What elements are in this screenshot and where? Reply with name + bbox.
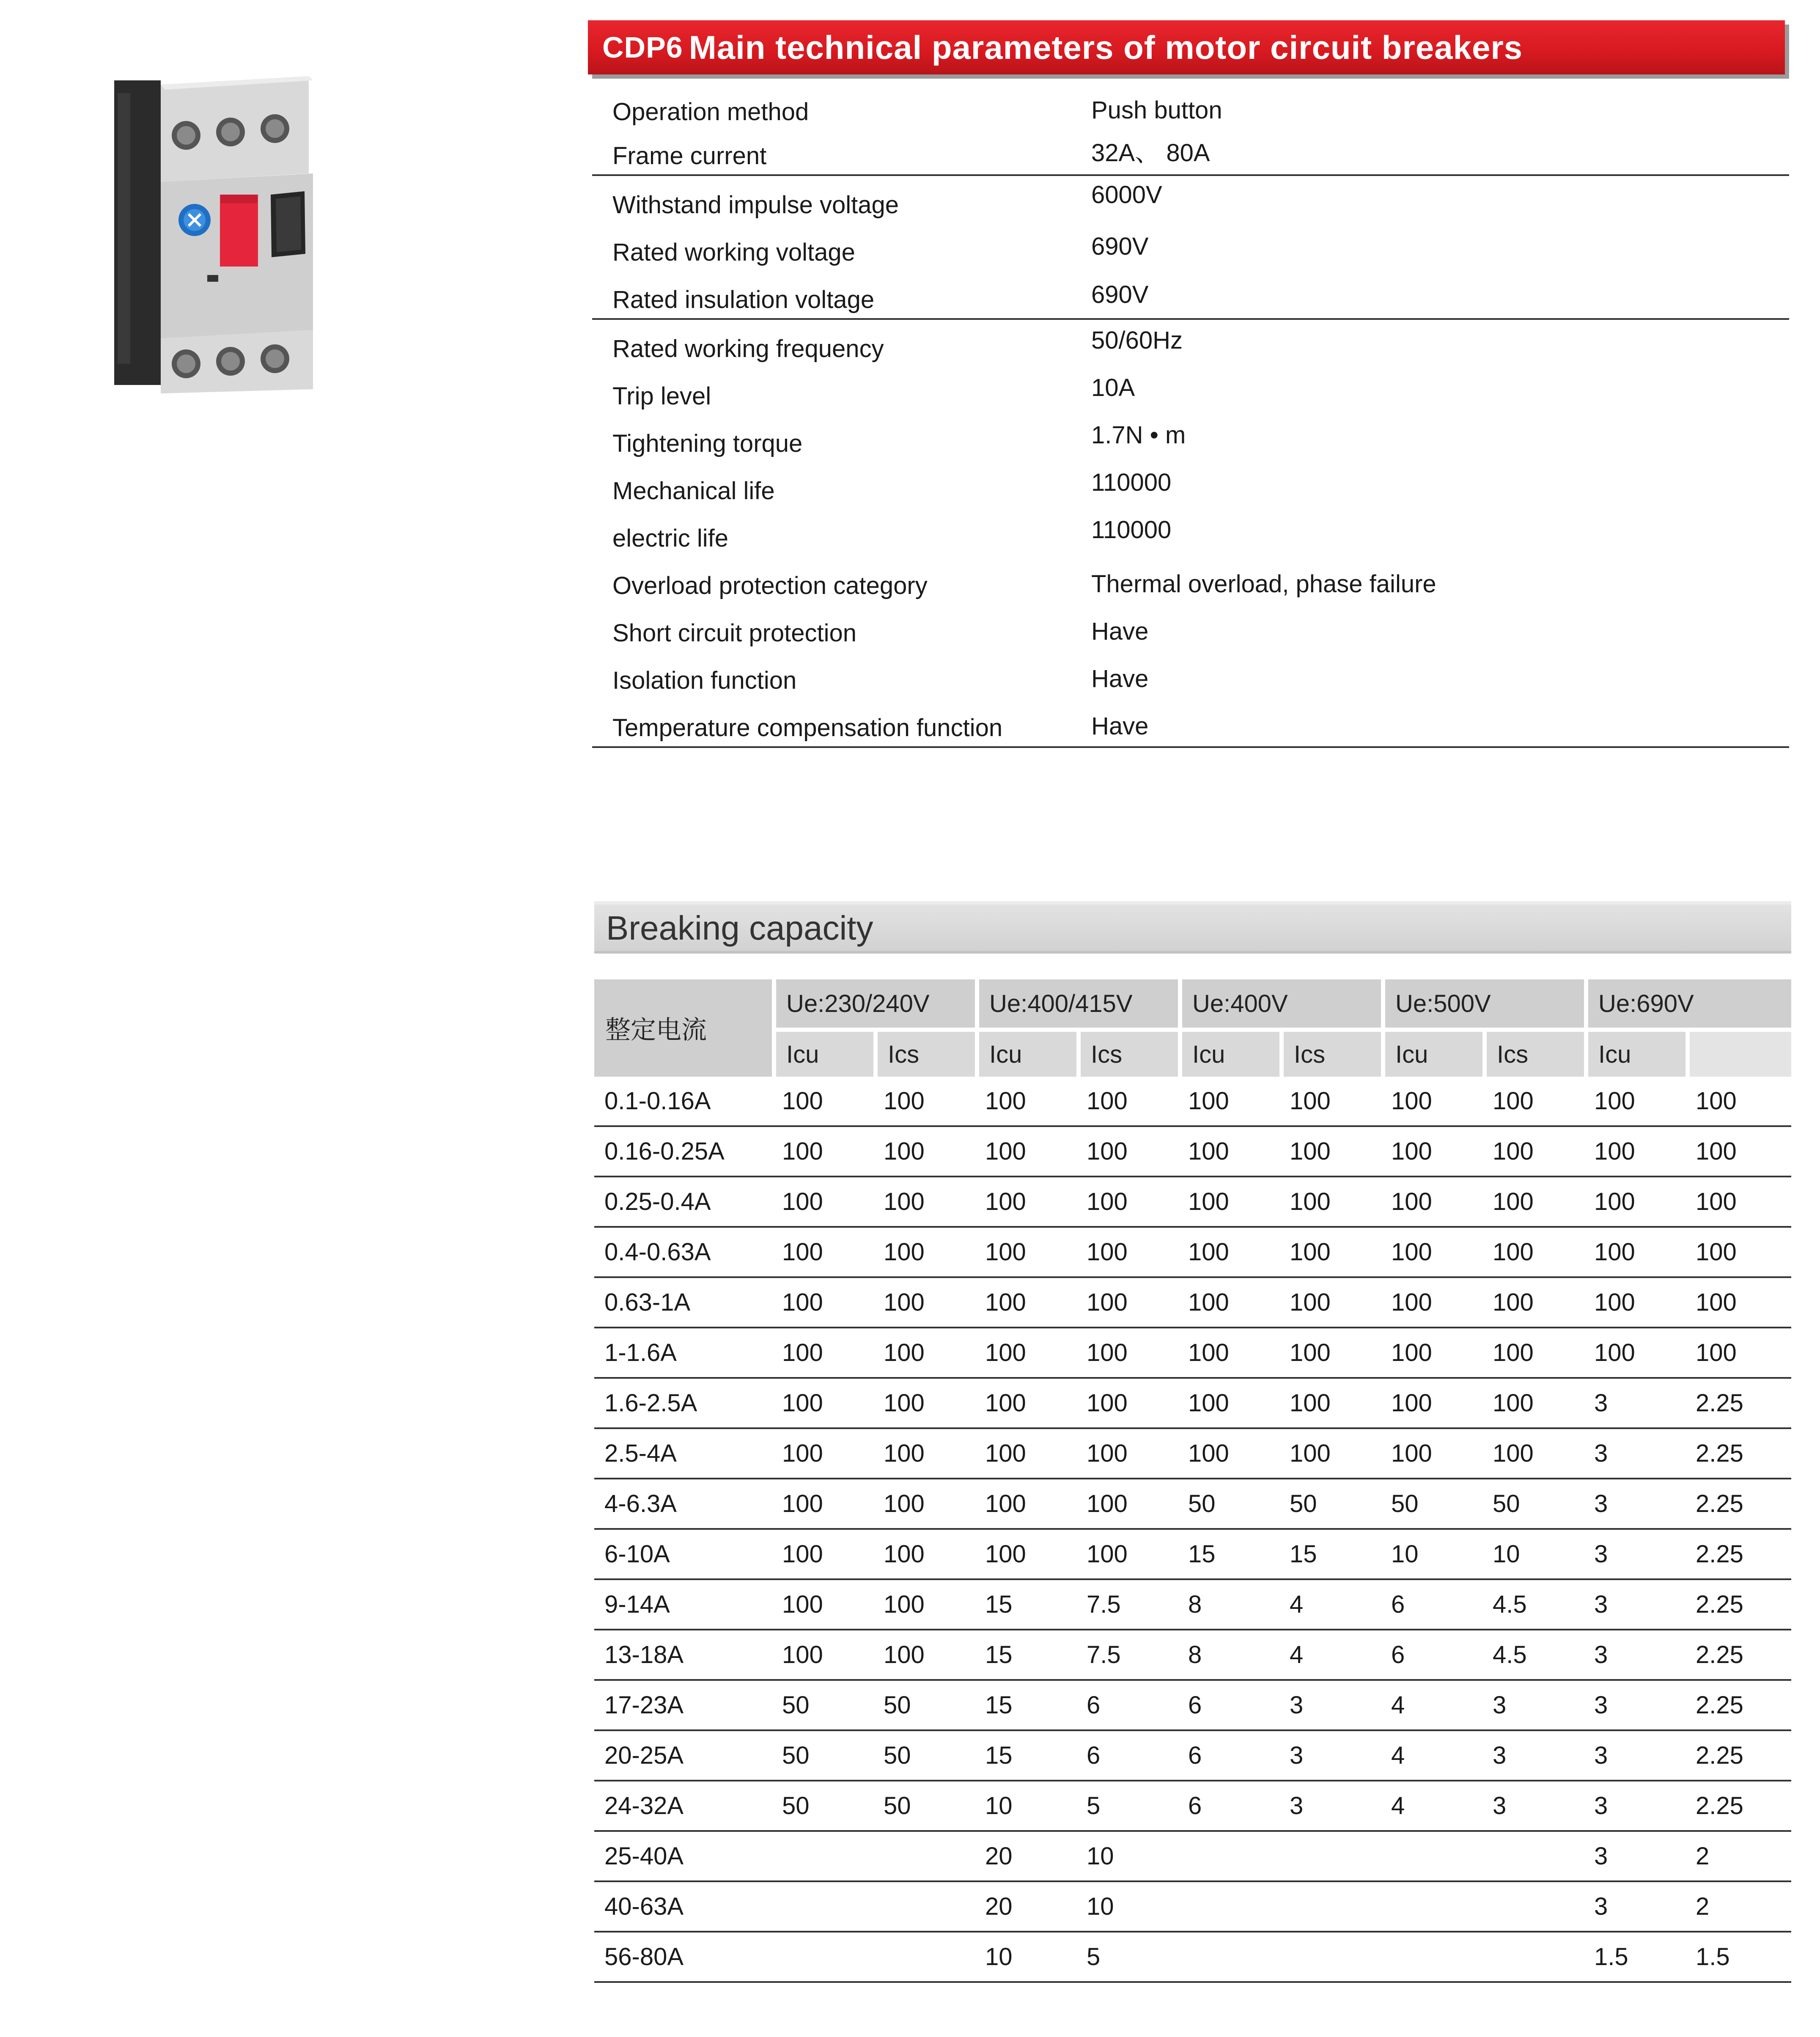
capacity-value-cell: 3 [1584,1781,1685,1832]
capacity-value-cell [1381,1832,1482,1882]
capacity-value-cell [1381,1882,1482,1933]
capacity-value-cell: 6 [1076,1681,1178,1731]
capacity-value-cell: 10 [1076,1882,1178,1933]
capacity-value-cell: 100 [1685,1077,1791,1127]
breaking-capacity-body [594,1077,1791,1983]
capacity-value-cell: 100 [873,1328,975,1379]
table-row [594,1731,1791,1781]
capacity-value-cell: 8 [1178,1630,1279,1681]
capacity-value-cell: 100 [873,1278,975,1328]
capacity-value-cell: 100 [1482,1177,1584,1228]
capacity-value-cell: 100 [1381,1177,1482,1228]
capacity-value-cell: 4 [1381,1681,1482,1731]
param-row [592,557,1789,604]
capacity-value-cell: 100 [1685,1228,1791,1278]
param-row [592,176,1789,223]
capacity-value-cell: 4.5 [1482,1580,1584,1630]
capacity-value-cell: 100 [873,1379,975,1429]
capacity-value-cell: 100 [1076,1278,1178,1328]
table-row [594,1882,1791,1933]
table-row [594,1530,1791,1580]
capacity-value-cell: 100 [975,1328,1076,1379]
voltage-header-row [594,979,1791,1028]
capacity-value-cell [1279,1882,1381,1933]
page-title: Main technical parameters of motor circuit breakers [689,28,1523,66]
capacity-value-cell: 100 [873,1479,975,1530]
param-label: Operation method [612,98,809,126]
param-row [592,652,1789,699]
param-value: 110000 [1091,516,1172,544]
breaking-capacity-table [594,979,1791,1983]
capacity-value-cell [1279,1933,1381,1983]
capacity-value-cell: 15 [975,1580,1076,1630]
subheader-cell: Icu [1381,1028,1482,1077]
capacity-value-cell [1482,1933,1584,1983]
current-range-cell: 0.4-0.63A [594,1228,772,1278]
param-row [592,699,1789,748]
capacity-value-cell: 4 [1381,1731,1482,1781]
product-image [110,68,330,398]
capacity-value-cell: 100 [1685,1177,1791,1228]
capacity-value-cell [1482,1882,1584,1933]
capacity-value-cell: 100 [1178,1177,1279,1228]
capacity-value-cell: 100 [1381,1328,1482,1379]
capacity-value-cell: 100 [1076,1530,1178,1580]
capacity-value-cell: 100 [1076,1228,1178,1278]
capacity-value-cell: 6 [1178,1781,1279,1832]
capacity-value-cell: 100 [873,1127,975,1177]
capacity-value-cell: 6 [1381,1580,1482,1630]
param-row [592,83,1789,130]
capacity-value-cell: 100 [772,1328,873,1379]
param-value: 6000V [1091,181,1162,209]
current-range-cell: 0.63-1A [594,1278,772,1328]
capacity-value-cell: 100 [1584,1177,1685,1228]
capacity-value-cell [1279,1832,1381,1882]
capacity-value-cell: 100 [975,1177,1076,1228]
capacity-value-cell [873,1832,975,1882]
voltage-header: Ue:500V [1381,979,1584,1028]
current-range-cell: 40-63A [594,1882,772,1933]
capacity-value-cell: 100 [1178,1278,1279,1328]
param-label: Mechanical life [612,477,775,505]
param-value: 690V [1091,233,1149,260]
capacity-value-cell: 3 [1584,1530,1685,1580]
param-value: 110000 [1091,469,1172,496]
capacity-value-cell: 100 [1279,1127,1381,1177]
capacity-value-cell: 100 [1279,1228,1381,1278]
capacity-value-cell: 100 [975,1530,1076,1580]
capacity-value-cell: 3 [1279,1731,1381,1781]
current-range-cell: 6-10A [594,1530,772,1580]
capacity-value-cell: 3 [1482,1781,1584,1832]
motor-circuit-breaker-illustration [110,68,330,398]
capacity-value-cell: 3 [1584,1681,1685,1731]
capacity-value-cell [873,1933,975,1983]
current-range-cell: 1.6-2.5A [594,1379,772,1429]
subheader-cell: Icu [1178,1028,1279,1077]
param-row [592,130,1789,176]
capacity-value-cell: 100 [1279,1429,1381,1479]
param-value: 1.7N • m [1091,421,1186,449]
subheader-row [594,1028,1791,1077]
subheader-cell: Icu [772,1028,873,1077]
capacity-value-cell: 100 [873,1228,975,1278]
capacity-value-cell: 100 [1381,1278,1482,1328]
capacity-value-cell: 100 [1076,1177,1178,1228]
subheader-cell: Ics [873,1028,975,1077]
capacity-value-cell: 3 [1584,1429,1685,1479]
current-range-cell: 2.5-4A [594,1429,772,1479]
capacity-value-cell: 100 [772,1479,873,1530]
capacity-value-cell: 100 [1076,1429,1178,1479]
capacity-value-cell: 100 [1279,1077,1381,1127]
capacity-value-cell: 100 [1482,1077,1584,1127]
capacity-value-cell: 5 [1076,1781,1178,1832]
capacity-value-cell: 100 [772,1530,873,1580]
capacity-value-cell: 100 [772,1228,873,1278]
current-range-cell: 24-32A [594,1781,772,1832]
capacity-value-cell: 4 [1279,1580,1381,1630]
capacity-value-cell: 100 [1482,1127,1584,1177]
capacity-value-cell: 100 [772,1278,873,1328]
capacity-value-cell: 100 [1076,1328,1178,1379]
capacity-value-cell [772,1882,873,1933]
voltage-header: Ue:400/415V [975,979,1178,1028]
param-label: Frame current [612,142,767,170]
capacity-value-cell [772,1933,873,1983]
capacity-value-cell: 15 [975,1681,1076,1731]
capacity-value-cell: 100 [1685,1328,1791,1379]
subheader-cell: Ics [1076,1028,1178,1077]
capacity-value-cell [1178,1882,1279,1933]
section-title: Breaking capacity [606,909,873,947]
param-label: electric life [612,525,728,552]
capacity-value-cell: 100 [873,1077,975,1127]
table-row [594,1630,1791,1681]
capacity-value-cell: 10 [1381,1530,1482,1580]
current-setting-header: 整定电流 [594,979,772,1077]
capacity-value-cell: 100 [772,1127,873,1177]
capacity-value-cell: 50 [1178,1479,1279,1530]
table-row [594,1479,1791,1530]
capacity-value-cell: 2.25 [1685,1630,1791,1681]
capacity-value-cell: 1.5 [1584,1933,1685,1983]
capacity-value-cell: 10 [975,1933,1076,1983]
capacity-value-cell: 100 [1482,1278,1584,1328]
capacity-value-cell: 3 [1584,1630,1685,1681]
table-row [594,1681,1791,1731]
current-range-cell: 4-6.3A [594,1479,772,1530]
param-value: Push button [1091,96,1222,124]
capacity-value-cell: 100 [772,1429,873,1479]
capacity-value-cell: 100 [1685,1127,1791,1177]
param-label: Rated working voltage [612,239,855,266]
capacity-value-cell: 100 [873,1429,975,1479]
current-range-cell: 56-80A [594,1933,772,1983]
capacity-value-cell: 7.5 [1076,1630,1178,1681]
capacity-value-cell: 10 [975,1781,1076,1832]
capacity-value-cell: 10 [1076,1832,1178,1882]
capacity-value-cell: 50 [1482,1479,1584,1530]
param-label: Tightening torque [612,430,803,457]
param-value: 50/60Hz [1091,327,1183,354]
capacity-value-cell: 10 [1482,1530,1584,1580]
param-row [592,367,1789,415]
capacity-value-cell: 2.25 [1685,1530,1791,1580]
capacity-value-cell: 2.25 [1685,1580,1791,1630]
current-range-cell: 1-1.6A [594,1328,772,1379]
capacity-value-cell: 3 [1279,1781,1381,1832]
table-row [594,1328,1791,1379]
subheader-cell: Ics [1279,1028,1381,1077]
voltage-header: Ue:690V [1584,979,1791,1028]
capacity-value-cell [1178,1933,1279,1983]
capacity-value-cell: 50 [873,1681,975,1731]
capacity-value-cell: 100 [1381,1077,1482,1127]
capacity-value-cell: 100 [873,1530,975,1580]
subheader-cell: Icu [1584,1028,1685,1077]
voltage-header: Ue:230/240V [772,979,975,1028]
param-value: 10A [1091,374,1135,401]
capacity-value-cell: 100 [1482,1429,1584,1479]
capacity-value-cell: 100 [1381,1429,1482,1479]
param-value: Thermal overload, phase failure [1091,570,1436,598]
param-value: Have [1091,712,1149,740]
capacity-value-cell: 100 [1178,1077,1279,1127]
title-banner [588,20,1785,74]
voltage-header: Ue:400V [1178,979,1381,1028]
param-label: Withstand impulse voltage [612,191,899,219]
capacity-value-cell: 15 [1178,1530,1279,1580]
capacity-value-cell: 100 [772,1580,873,1630]
capacity-value-cell: 100 [1381,1127,1482,1177]
capacity-value-cell: 6 [1076,1731,1178,1781]
param-row [592,509,1789,557]
capacity-value-cell [1482,1832,1584,1882]
subheader-cell [1685,1028,1791,1077]
param-row [592,223,1789,271]
param-label: Temperature compensation function [612,714,1003,742]
table-row [594,1429,1791,1479]
param-value: Have [1091,618,1149,645]
current-range-cell: 9-14A [594,1580,772,1630]
capacity-value-cell: 50 [1381,1479,1482,1530]
capacity-value-cell: 100 [1279,1278,1381,1328]
capacity-value-cell [1178,1832,1279,1882]
capacity-value-cell: 2 [1685,1882,1791,1933]
current-range-cell: 0.16-0.25A [594,1127,772,1177]
capacity-value-cell: 3 [1482,1681,1584,1731]
capacity-value-cell: 100 [873,1177,975,1228]
capacity-value-cell: 2.25 [1685,1429,1791,1479]
capacity-value-cell: 15 [975,1731,1076,1781]
product-code: CDP6 [602,31,683,64]
param-row [592,271,1789,320]
capacity-value-cell: 3 [1584,1580,1685,1630]
capacity-value-cell: 100 [975,1479,1076,1530]
capacity-value-cell: 6 [1178,1731,1279,1781]
capacity-value-cell [772,1832,873,1882]
table-row [594,1077,1791,1127]
capacity-value-cell: 7.5 [1076,1580,1178,1630]
capacity-value-cell: 100 [1076,1479,1178,1530]
capacity-value-cell: 6 [1381,1630,1482,1681]
param-value: 690V [1091,281,1149,308]
capacity-value-cell: 100 [1584,1328,1685,1379]
capacity-value-cell: 100 [1482,1328,1584,1379]
capacity-value-cell: 2.25 [1685,1379,1791,1429]
capacity-value-cell: 3 [1279,1681,1381,1731]
current-range-cell: 13-18A [594,1630,772,1681]
capacity-value-cell: 100 [1178,1328,1279,1379]
table-row [594,1580,1791,1630]
capacity-value-cell: 100 [1381,1228,1482,1278]
param-row [592,320,1789,367]
current-range-cell: 25-40A [594,1832,772,1882]
capacity-value-cell: 100 [1584,1127,1685,1177]
param-label: Isolation function [612,667,797,694]
capacity-value-cell: 3 [1584,1731,1685,1781]
capacity-value-cell: 15 [1279,1530,1381,1580]
subheader-cell: Icu [975,1028,1076,1077]
current-range-cell: 0.25-0.4A [594,1177,772,1228]
capacity-value-cell: 50 [873,1781,975,1832]
capacity-value-cell: 4 [1279,1630,1381,1681]
capacity-value-cell: 100 [1178,1379,1279,1429]
capacity-value-cell [1381,1933,1482,1983]
current-range-cell: 20-25A [594,1731,772,1781]
subheader-cell: Ics [1482,1028,1584,1077]
capacity-value-cell: 3 [1584,1832,1685,1882]
capacity-value-cell: 50 [772,1781,873,1832]
capacity-value-cell: 100 [1279,1379,1381,1429]
table-row [594,1781,1791,1832]
table-row [594,1127,1791,1177]
capacity-value-cell: 4.5 [1482,1630,1584,1681]
capacity-value-cell: 50 [772,1681,873,1731]
capacity-value-cell: 100 [1381,1379,1482,1429]
param-label: Short circuit protection [612,619,857,647]
capacity-value-cell: 2.25 [1685,1479,1791,1530]
capacity-value-cell: 100 [772,1077,873,1127]
capacity-value-cell: 100 [1076,1379,1178,1429]
capacity-value-cell: 100 [975,1228,1076,1278]
param-row [592,462,1789,509]
parameter-list [592,83,1789,748]
param-value: 32A、 80A [1091,139,1210,167]
param-value: Have [1091,665,1149,693]
capacity-value-cell: 50 [873,1731,975,1781]
capacity-value-cell: 100 [975,1429,1076,1479]
table-row [594,1228,1791,1278]
capacity-value-cell: 100 [1584,1228,1685,1278]
capacity-value-cell: 15 [975,1630,1076,1681]
capacity-value-cell: 100 [975,1077,1076,1127]
table-row [594,1379,1791,1429]
param-label: Overload protection category [612,572,928,599]
param-row [592,604,1789,652]
capacity-value-cell: 50 [1279,1479,1381,1530]
current-range-cell: 17-23A [594,1681,772,1731]
capacity-value-cell: 100 [975,1127,1076,1177]
capacity-value-cell: 4 [1381,1781,1482,1832]
capacity-value-cell: 100 [975,1278,1076,1328]
capacity-value-cell: 100 [1279,1328,1381,1379]
capacity-value-cell: 3 [1584,1479,1685,1530]
table-row [594,1832,1791,1882]
capacity-value-cell: 100 [1584,1077,1685,1127]
capacity-value-cell: 100 [1178,1127,1279,1177]
param-label: Trip level [612,382,711,410]
capacity-value-cell: 100 [1178,1228,1279,1278]
capacity-value-cell: 100 [1482,1228,1584,1278]
capacity-value-cell: 100 [1584,1278,1685,1328]
table-row [594,1278,1791,1328]
capacity-value-cell: 20 [975,1882,1076,1933]
param-row [592,415,1789,462]
param-label: Rated insulation voltage [612,286,875,313]
param-label: Rated working frequency [612,335,884,363]
capacity-value-cell [873,1882,975,1933]
capacity-value-cell: 100 [873,1580,975,1630]
capacity-value-cell: 100 [772,1630,873,1681]
capacity-value-cell: 100 [772,1177,873,1228]
capacity-value-cell: 100 [1178,1429,1279,1479]
capacity-value-cell: 3 [1584,1379,1685,1429]
capacity-value-cell: 8 [1178,1580,1279,1630]
capacity-value-cell: 2 [1685,1832,1791,1882]
table-row [594,1933,1791,1983]
capacity-value-cell: 2.25 [1685,1681,1791,1731]
capacity-value-cell: 100 [1685,1278,1791,1328]
current-range-cell: 0.1-0.16A [594,1077,772,1127]
capacity-value-cell: 100 [873,1630,975,1681]
capacity-value-cell: 20 [975,1832,1076,1882]
capacity-value-cell: 6 [1178,1681,1279,1731]
capacity-value-cell: 50 [772,1731,873,1781]
capacity-value-cell: 5 [1076,1933,1178,1983]
breaking-capacity-heading [594,901,1791,954]
capacity-value-cell: 100 [1279,1177,1381,1228]
capacity-value-cell: 1.5 [1685,1933,1791,1983]
table-row [594,1177,1791,1228]
capacity-value-cell: 3 [1584,1882,1685,1933]
capacity-value-cell: 100 [1482,1379,1584,1429]
capacity-value-cell: 3 [1482,1731,1584,1781]
capacity-value-cell: 100 [1076,1127,1178,1177]
capacity-value-cell: 100 [1076,1077,1178,1127]
capacity-value-cell: 2.25 [1685,1731,1791,1781]
capacity-value-cell: 2.25 [1685,1781,1791,1832]
capacity-value-cell: 100 [772,1379,873,1429]
capacity-value-cell: 100 [975,1379,1076,1429]
